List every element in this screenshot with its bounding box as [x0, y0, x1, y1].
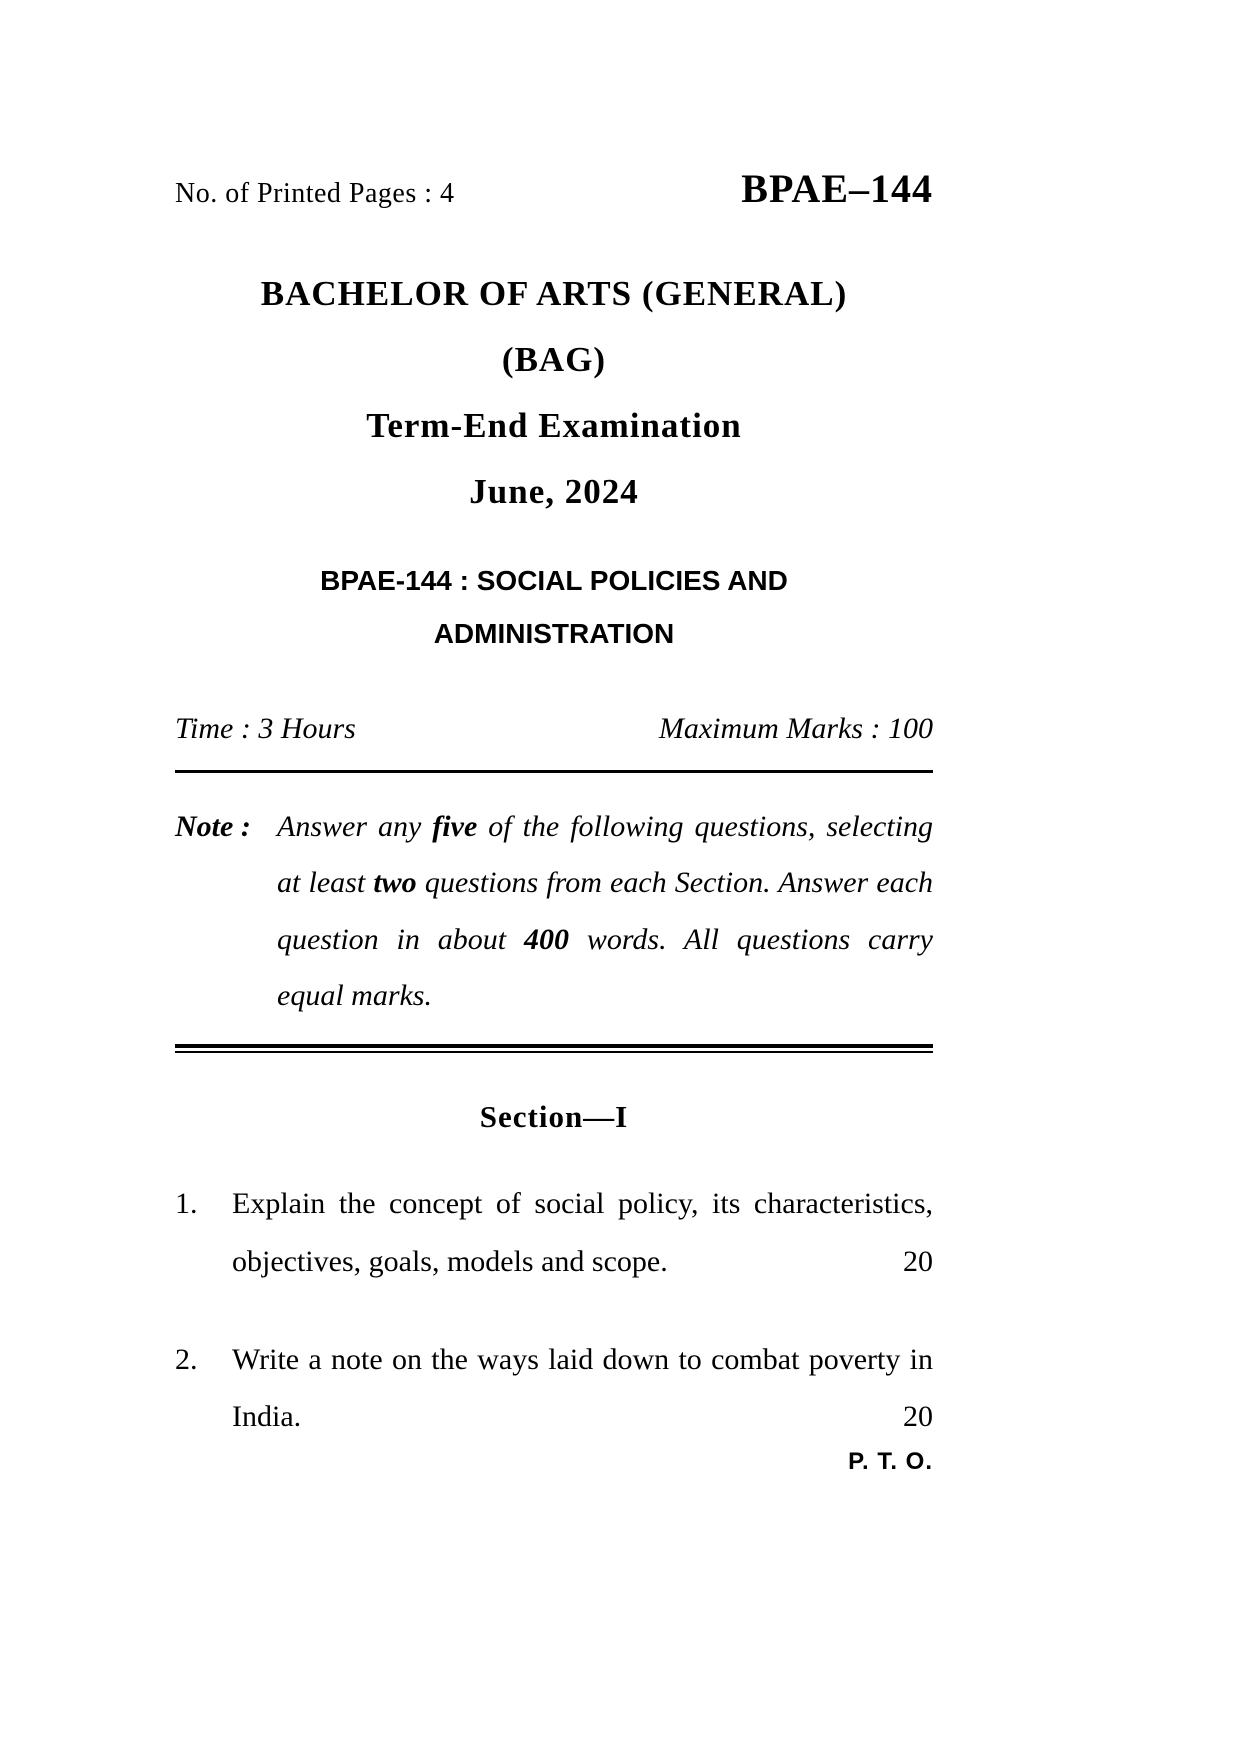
- course-title-line1: BPAE-144 : SOCIAL POLICIES AND: [320, 565, 788, 596]
- horizontal-rule: [175, 770, 933, 773]
- note-text: [277, 799, 933, 1023]
- maximum-marks: Maximum Marks : 100: [658, 712, 933, 746]
- note-segment: Answer any: [277, 810, 433, 844]
- meta-row: [175, 712, 933, 746]
- time-allowed: Time : 3 Hours: [175, 712, 356, 746]
- question-number: 2.: [175, 1342, 198, 1376]
- question-body: [232, 1175, 933, 1291]
- note-segment: words. All questions carry equal marks.: [277, 922, 933, 1012]
- printed-pages-label: No. of Printed Pages : 4: [175, 178, 455, 209]
- paper-code: BPAE–144: [741, 166, 933, 211]
- question-number: 1.: [175, 1186, 198, 1220]
- double-horizontal-rule: [175, 1044, 933, 1053]
- header-row: [175, 165, 933, 212]
- question-text: Explain the concept of social policy, its characteristics, objectives, goals, models and scope.: [232, 1186, 933, 1278]
- question-marks: 20: [903, 1244, 933, 1278]
- degree-abbr: (BAG): [501, 340, 607, 379]
- exam-title: Term-End Examination: [366, 406, 742, 445]
- note-segment-bold: 400: [523, 922, 569, 956]
- note-block: [175, 799, 933, 1023]
- course-title: [175, 554, 933, 660]
- note-segment: questions from each Section. Answer each question in about: [277, 866, 934, 956]
- note-segment: of the following questions, selecting at least: [277, 810, 933, 900]
- pto-label: P. T. O.: [848, 1448, 933, 1475]
- course-title-line2: ADMINISTRATION: [433, 618, 675, 650]
- note-segment-bold: two: [373, 866, 417, 900]
- note-segment-bold: five: [432, 810, 478, 844]
- section-heading: Section—I: [479, 1098, 629, 1134]
- question-marks: 20: [903, 1400, 933, 1434]
- question-1: [175, 1175, 933, 1291]
- page-content: [175, 165, 933, 1446]
- question-text: Write a note on the ways laid down to combat poverty in India.: [232, 1342, 933, 1434]
- question-body: [232, 1331, 933, 1447]
- title-block: [175, 274, 933, 512]
- question-2: [175, 1331, 933, 1447]
- degree-title: BACHELOR OF ARTS (GENERAL): [260, 274, 848, 313]
- note-label: Note :: [175, 810, 251, 844]
- exam-date: June, 2024: [469, 472, 639, 511]
